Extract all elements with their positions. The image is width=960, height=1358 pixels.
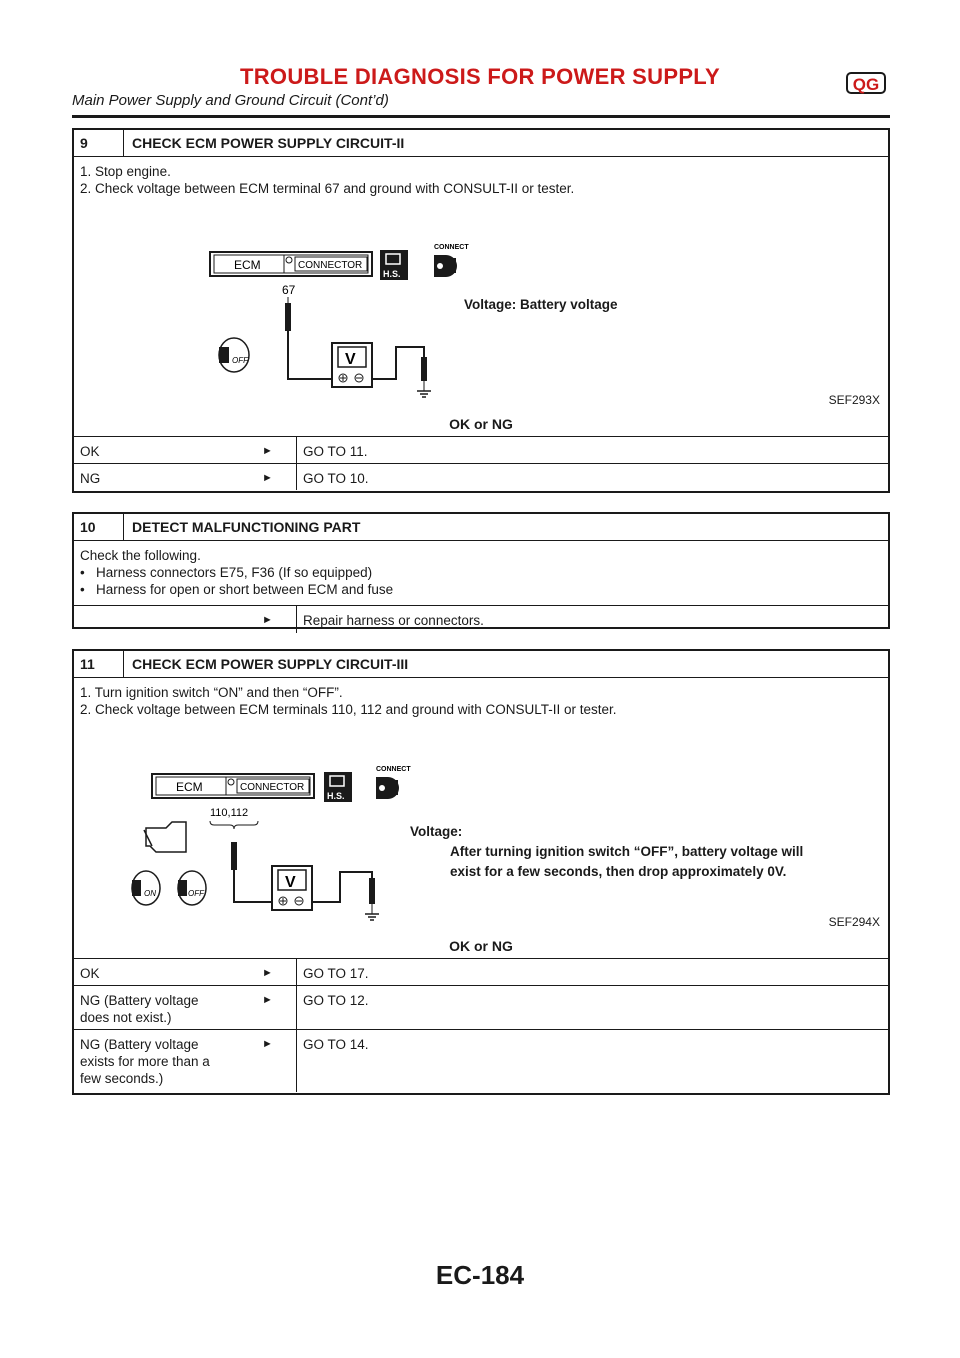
voltage-spec: Voltage: Battery voltage bbox=[464, 297, 618, 312]
hs-label: H.S. bbox=[327, 791, 345, 801]
figure-code: SEF293X bbox=[828, 393, 880, 407]
result-action: GO TO 14. bbox=[296, 1030, 375, 1092]
step-9-instructions bbox=[74, 157, 888, 197]
engine-code-badge: QG bbox=[846, 72, 886, 94]
result-action: GO TO 10. bbox=[296, 464, 375, 490]
connect-label: CONNECT bbox=[434, 244, 469, 251]
step-11-box bbox=[72, 649, 890, 1095]
result-action: Repair harness or connectors. bbox=[296, 606, 490, 633]
header-rule bbox=[72, 115, 890, 118]
voltmeter-label: V bbox=[285, 874, 296, 891]
result-action: GO TO 17. bbox=[296, 959, 375, 985]
arrow-icon: ► bbox=[262, 1038, 273, 1050]
step-10-instructions bbox=[74, 541, 888, 605]
connector-latch-icon bbox=[286, 257, 292, 263]
lead-negative bbox=[372, 347, 424, 379]
voltage-heading: Voltage: bbox=[410, 824, 463, 839]
probe-positive bbox=[231, 842, 237, 870]
ok-or-ng-label: OK or NG bbox=[449, 416, 513, 432]
step-11-instructions bbox=[74, 678, 888, 718]
step-11-title: CHECK ECM POWER SUPPLY CIRCUIT-III bbox=[132, 656, 409, 672]
probe-negative bbox=[421, 357, 427, 381]
step-10-header bbox=[74, 514, 888, 541]
step-11-line-2: 2. Check voltage between ECM terminals 110, 112 and ground with CONSULT-II or tester. bbox=[80, 702, 617, 717]
result-label: OK bbox=[80, 444, 100, 459]
step-9-line-2: 2. Check voltage between ECM terminal 67 and ground with CONSULT-II or tester. bbox=[80, 181, 575, 196]
connector-latch-icon bbox=[228, 779, 234, 785]
switch-off-label: OFF bbox=[232, 356, 248, 365]
page-title: TROUBLE DIAGNOSIS FOR POWER SUPPLY bbox=[240, 64, 720, 89]
page-number: EC-184 bbox=[435, 1260, 525, 1290]
figure-code: SEF294X bbox=[828, 915, 880, 929]
arrow-icon: ► bbox=[262, 967, 273, 979]
step-11-number: 11 bbox=[74, 651, 124, 677]
probe-positive bbox=[285, 303, 291, 331]
step-9-header bbox=[74, 130, 888, 157]
page-subtitle: Main Power Supply and Ground Circuit (Cont’d) bbox=[72, 92, 389, 109]
voltmeter-label: V bbox=[345, 351, 356, 368]
terminal-67-label: 67 bbox=[282, 283, 296, 297]
voltage-spec-line-1: After turning ignition switch “OFF”, battery voltage will bbox=[450, 844, 804, 859]
result-row-repair bbox=[74, 605, 888, 633]
step-9-number: 9 bbox=[74, 130, 124, 156]
lead-positive bbox=[288, 331, 332, 379]
step-10-number: 10 bbox=[74, 514, 124, 540]
result-label: NG (Battery voltage does not exist.) bbox=[80, 993, 199, 1025]
switch-on-label: ON bbox=[144, 889, 156, 898]
result-label: NG (Battery voltage exists for more than a few seconds.) bbox=[80, 1037, 210, 1086]
arrow-icon: ► bbox=[262, 472, 273, 484]
step-9-title: CHECK ECM POWER SUPPLY CIRCUIT-II bbox=[132, 135, 405, 151]
switch-off-label: OFF bbox=[188, 889, 204, 898]
connect-label: CONNECT bbox=[376, 766, 411, 773]
result-action: GO TO 11. bbox=[296, 437, 374, 463]
arrow-icon: ► bbox=[262, 994, 273, 1006]
step-9-figure bbox=[74, 197, 888, 412]
lead-positive bbox=[234, 870, 272, 902]
step-10-box bbox=[72, 512, 890, 629]
engine-icon bbox=[146, 822, 186, 852]
ecm-label: ECM bbox=[176, 780, 203, 794]
voltage-spec-line-2: exist for a few seconds, then drop approximately 0V. bbox=[450, 864, 787, 879]
step-9-box bbox=[72, 128, 890, 493]
step-10-title: DETECT MALFUNCTIONING PART bbox=[132, 519, 361, 535]
terminal-brace bbox=[210, 821, 258, 829]
probe-negative bbox=[369, 878, 375, 904]
hs-label: H.S. bbox=[383, 269, 401, 279]
step-10-intro: Check the following. bbox=[80, 548, 201, 563]
arrow-icon: ► bbox=[262, 614, 273, 626]
result-row-ok bbox=[74, 436, 888, 463]
terminal-110-112-label: 110,112 bbox=[210, 807, 249, 819]
checklist-item: • Harness connectors E75, F36 (If so equipped) bbox=[80, 565, 373, 580]
ecm-terminal-110-112-diagram bbox=[74, 718, 888, 934]
result-row-ng bbox=[74, 463, 888, 490]
ecm-label: ECM bbox=[234, 258, 261, 272]
step-11-line-1: 1. Turn ignition switch “ON” and then “OFF”. bbox=[80, 685, 343, 700]
step-11-header bbox=[74, 651, 888, 678]
arrow-icon: ► bbox=[262, 445, 273, 457]
connector-label: CONNECTOR bbox=[240, 782, 305, 793]
result-label: NG bbox=[80, 471, 101, 486]
result-row-ng-voltage-persists bbox=[74, 1029, 888, 1092]
step-11-figure bbox=[74, 718, 888, 934]
result-row-ng-no-voltage bbox=[74, 985, 888, 1029]
result-action: GO TO 12. bbox=[296, 986, 375, 1029]
connector-label: CONNECTOR bbox=[298, 260, 363, 271]
checklist-item: • Harness for open or short between ECM and fuse bbox=[80, 582, 394, 597]
result-row-ok bbox=[74, 958, 888, 985]
step-9-line-1: 1. Stop engine. bbox=[80, 164, 171, 179]
result-label: OK bbox=[80, 966, 100, 981]
lead-negative bbox=[312, 872, 372, 902]
ok-or-ng-label: OK or NG bbox=[449, 938, 513, 954]
